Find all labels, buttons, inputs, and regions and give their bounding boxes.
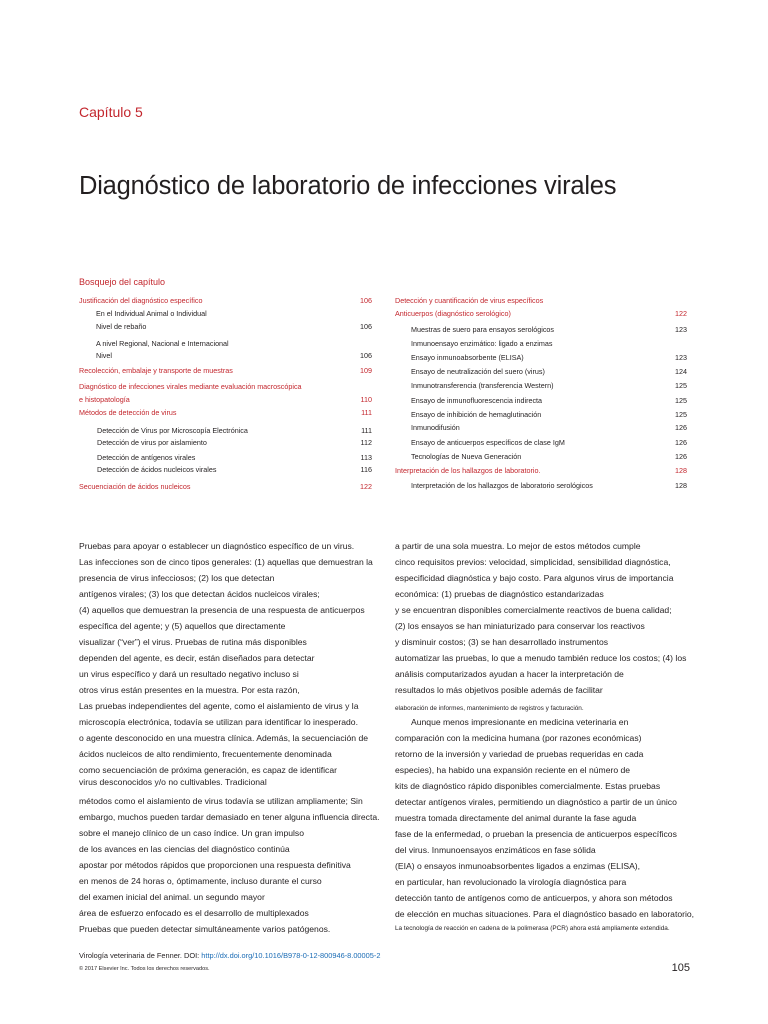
body-line: especificidad diagnóstica y bajo costo. Para algunos virus de importancia bbox=[395, 573, 674, 583]
chapter-label: Capítulo 5 bbox=[79, 104, 143, 120]
toc-entry-title: Detección de virus por aislamiento bbox=[97, 438, 207, 447]
body-line: análisis computarizados ayudan a hacer la interpretación de bbox=[395, 669, 624, 679]
toc-entry-title: Ensayo de inhibición de hemaglutinación bbox=[411, 410, 542, 419]
toc-entry-title: Tecnologías de Nueva Generación bbox=[411, 452, 522, 461]
body-line: automatizar las pruebas, lo que a menudo también reduce los costos; (4) los bbox=[395, 653, 687, 663]
toc-entry-page: 106 bbox=[360, 322, 372, 331]
toc-entry-title: Interpretación de los hallazgos de laboratorio serológicos bbox=[411, 481, 593, 490]
body-line: retorno de la inversión y variedad de pruebas requeridas en cada bbox=[395, 749, 644, 759]
toc-entry-title: Métodos de detección de virus bbox=[79, 408, 177, 417]
footer-citation bbox=[79, 951, 380, 960]
toc-entry-title: Ensayo de anticuerpos específicos de clase IgM bbox=[411, 438, 565, 447]
body-line: antígenos virales; (3) los que detectan ácidos nucleicos virales; bbox=[79, 589, 320, 599]
toc-entry-page: 125 bbox=[675, 410, 687, 419]
body-line: dependen del agente, es decir, están diseñados para detectar bbox=[79, 653, 315, 663]
body-line: en particular, han revolucionado la virología diagnóstica para bbox=[395, 877, 627, 887]
toc-entry-page: 111 bbox=[361, 408, 372, 417]
toc-entry-page: 113 bbox=[360, 453, 372, 462]
body-line: (4) aquellos que demuestran la presencia de una respuesta de anticuerpos bbox=[79, 605, 365, 615]
toc-entry-title: Ensayo inmunoabsorbente (ELISA) bbox=[411, 353, 524, 362]
body-line: en menos de 24 horas o, óptimamente, incluso durante el curso bbox=[79, 876, 322, 886]
toc-entry-page: 122 bbox=[675, 309, 687, 318]
body-line: un virus específico y dará un resultado negativo incluso si bbox=[79, 669, 299, 679]
toc-entry-page: 125 bbox=[675, 381, 687, 390]
body-line: Pruebas que pueden detectar simultáneamente varios patógenos. bbox=[79, 924, 331, 934]
body-line: (2) los ensayos se han miniaturizado para conservar los reactivos bbox=[395, 621, 645, 631]
body-line: kits de diagnóstico rápido disponibles comercialmente. Estas pruebas bbox=[395, 781, 661, 791]
body-line: muestra tomada directamente del animal durante la fase aguda bbox=[395, 813, 637, 823]
body-line: presencia de virus infecciosos; (2) los que detectan bbox=[79, 573, 275, 583]
toc-entry-title: Recolección, embalaje y transporte de muestras bbox=[79, 366, 233, 375]
toc-entry-title: En el Individual Animal o Individual bbox=[96, 309, 207, 318]
body-line: (EIA) o ensayos inmunoabsorbentes ligados a enzimas (ELISA), bbox=[395, 861, 641, 871]
toc-entry-title: Inmunoensayo enzimático: ligado a enzimas bbox=[411, 339, 553, 348]
body-line: comparación con la medicina humana (por razones económicas) bbox=[395, 733, 642, 743]
body-line: Las infecciones son de cinco tipos generales: (1) aquellas que demuestran la bbox=[79, 557, 373, 567]
body-line: y se encuentran disponibles comercialmente reactivos de buena calidad; bbox=[395, 605, 672, 615]
body-line: fase de la enfermedad, o prueban la presencia de anticuerpos específicos bbox=[395, 829, 677, 839]
toc-entry-title: e histopatología bbox=[79, 395, 130, 404]
toc-entry-page: 106 bbox=[360, 351, 372, 360]
toc-entry-title: Diagnóstico de infecciones virales mediante evaluación macroscópica bbox=[79, 382, 302, 391]
toc-entry-title: Detección de antígenos virales bbox=[97, 453, 196, 462]
toc-entry-page: 112 bbox=[360, 438, 372, 447]
page-number: 105 bbox=[671, 962, 690, 974]
body-line: apostar por métodos rápidos que proporcionen una respuesta definitiva bbox=[79, 860, 351, 870]
body-line: visualizar (“ver”) el virus. Pruebas de rutina más disponibles bbox=[79, 637, 307, 647]
body-line: área de esfuerzo enfocado es el desarrollo de multiplexados bbox=[79, 908, 309, 918]
toc-entry-page: 111 bbox=[361, 426, 372, 435]
toc-entry-page: 110 bbox=[360, 395, 372, 404]
toc-entry-page: 122 bbox=[360, 482, 372, 491]
toc-entry-title: Nivel bbox=[96, 351, 112, 360]
body-line: sobre el manejo clínico de un caso índice. Un gran impulso bbox=[79, 828, 304, 838]
toc-entry-page: 128 bbox=[675, 466, 687, 475]
body-line: de elección en muchas situaciones. Para el diagnóstico basado en laboratorio, bbox=[395, 909, 695, 919]
body-line: económica: (1) pruebas de diagnóstico estandarizadas bbox=[395, 589, 604, 599]
body-line: o agente desconocido en una muestra clínica. Además, la secuenciación de bbox=[79, 733, 369, 743]
toc-entry-title: Detección de Virus por Microscopía Electrónica bbox=[97, 426, 248, 435]
outline-heading: Bosquejo del capítulo bbox=[79, 277, 166, 287]
body-line: detectar antígenos virales, permitiendo un diagnóstico a partir de un único bbox=[395, 797, 677, 807]
toc-entry-title: Detección y cuantificación de virus específicos bbox=[395, 296, 544, 305]
body-line: cinco requisitos previos: velocidad, simplicidad, sensibilidad diagnóstica, bbox=[395, 557, 671, 567]
toc-entry-title: Inmunodifusión bbox=[411, 423, 460, 432]
body-line: microscopía electrónica, todavía se utilizan para identificar lo inesperado. bbox=[79, 717, 358, 727]
toc-entry-title: Secuenciación de ácidos nucleicos bbox=[79, 482, 191, 491]
body-line: como secuenciación de próxima generación, es capaz de identificar bbox=[79, 765, 337, 775]
body-line: especies), ha habido una expansión reciente en el número de bbox=[395, 765, 631, 775]
toc-entry-page: 124 bbox=[675, 367, 687, 376]
body-line: otros virus están presentes en la muestra. Por esta razón, bbox=[79, 685, 300, 695]
body-line: específica del agente; y (5) aquellos que directamente bbox=[79, 621, 286, 631]
toc-entry-title: A nivel Regional, Nacional e Internacional bbox=[96, 339, 229, 348]
body-line: resultados lo más objetivos posible además de facilitar bbox=[395, 685, 603, 695]
toc-entry-title: Ensayo de inmunofluorescencia indirecta bbox=[411, 396, 543, 405]
citation-text: Virología veterinaria de Fenner. DOI: bbox=[79, 951, 202, 960]
toc-entry-page: 109 bbox=[360, 366, 372, 375]
body-line: Aunque menos impresionante en medicina veterinaria en bbox=[411, 717, 629, 727]
body-line: y disminuir costos; (3) se han desarrollado instrumentos bbox=[395, 637, 609, 647]
toc-entry-title: Detección de ácidos nucleicos virales bbox=[97, 465, 217, 474]
toc-entry-title: Nivel de rebaño bbox=[96, 322, 147, 331]
toc-entry-page: 123 bbox=[675, 353, 687, 362]
body-line: Las pruebas independientes del agente, como el aislamiento de virus y la bbox=[79, 701, 359, 711]
toc-entry-title: Anticuerpos (diagnóstico serológico) bbox=[395, 309, 511, 318]
chapter-title: Diagnóstico de laboratorio de infecciones virales bbox=[79, 172, 617, 200]
body-line: del examen inicial del animal. un segundo mayor bbox=[79, 892, 265, 902]
toc-entry-title: Muestras de suero para ensayos serológicos bbox=[411, 325, 555, 334]
toc-entry-page: 116 bbox=[360, 465, 372, 474]
body-line: Pruebas para apoyar o establecer un diagnóstico específico de un virus. bbox=[79, 541, 355, 551]
toc-entry-page: 125 bbox=[675, 396, 687, 405]
toc-entry-title: Ensayo de neutralización del suero (virus) bbox=[411, 367, 545, 376]
body-line: La tecnología de reacción en cadena de la polimerasa (PCR) ahora está ampliamente extendida. bbox=[395, 925, 670, 932]
toc-entry-page: 126 bbox=[675, 452, 687, 461]
body-line: elaboración de informes, mantenimiento de registros y facturación. bbox=[395, 705, 584, 712]
body-line: ácidos nucleicos de alto rendimiento, frecuentemente denominada bbox=[79, 749, 332, 759]
toc-entry-title: Inmunotransferencia (transferencia Western) bbox=[411, 381, 554, 390]
toc-entry-page: 126 bbox=[675, 438, 687, 447]
body-line: de los avances en las ciencias del diagnóstico continúa bbox=[79, 844, 290, 854]
body-line: embargo, muchos pueden tardar demasiado en tener alguna influencia directa. bbox=[79, 812, 380, 822]
toc-entry-page: 128 bbox=[675, 481, 687, 490]
body-line: virus desconocidos y/o no cultivables. Tradicional bbox=[79, 777, 267, 787]
toc-entry-page: 106 bbox=[360, 296, 372, 305]
body-line: detección tanto de antígenos como de anticuerpos, y ahora son métodos bbox=[395, 893, 673, 903]
body-line: a partir de una sola muestra. Lo mejor de estos métodos cumple bbox=[395, 541, 641, 551]
doi-link[interactable]: http://dx.doi.org/10.1016/B978-0-12-800946-8.00005-2 bbox=[201, 951, 381, 960]
toc-entry-title: Interpretación de los hallazgos de laboratorio. bbox=[395, 466, 541, 475]
toc-entry-page: 126 bbox=[675, 423, 687, 432]
toc-entry-page: 123 bbox=[675, 325, 687, 334]
copyright-notice: © 2017 Elsevier Inc. Todos los derechos reservados. bbox=[79, 966, 210, 972]
body-line: métodos como el aislamiento de virus todavía se utilizan ampliamente; Sin bbox=[79, 796, 363, 806]
body-line: del virus. Inmunoensayos enzimáticos en fase sólida bbox=[395, 845, 596, 855]
toc-entry-title: Justificación del diagnóstico específico bbox=[79, 296, 203, 305]
